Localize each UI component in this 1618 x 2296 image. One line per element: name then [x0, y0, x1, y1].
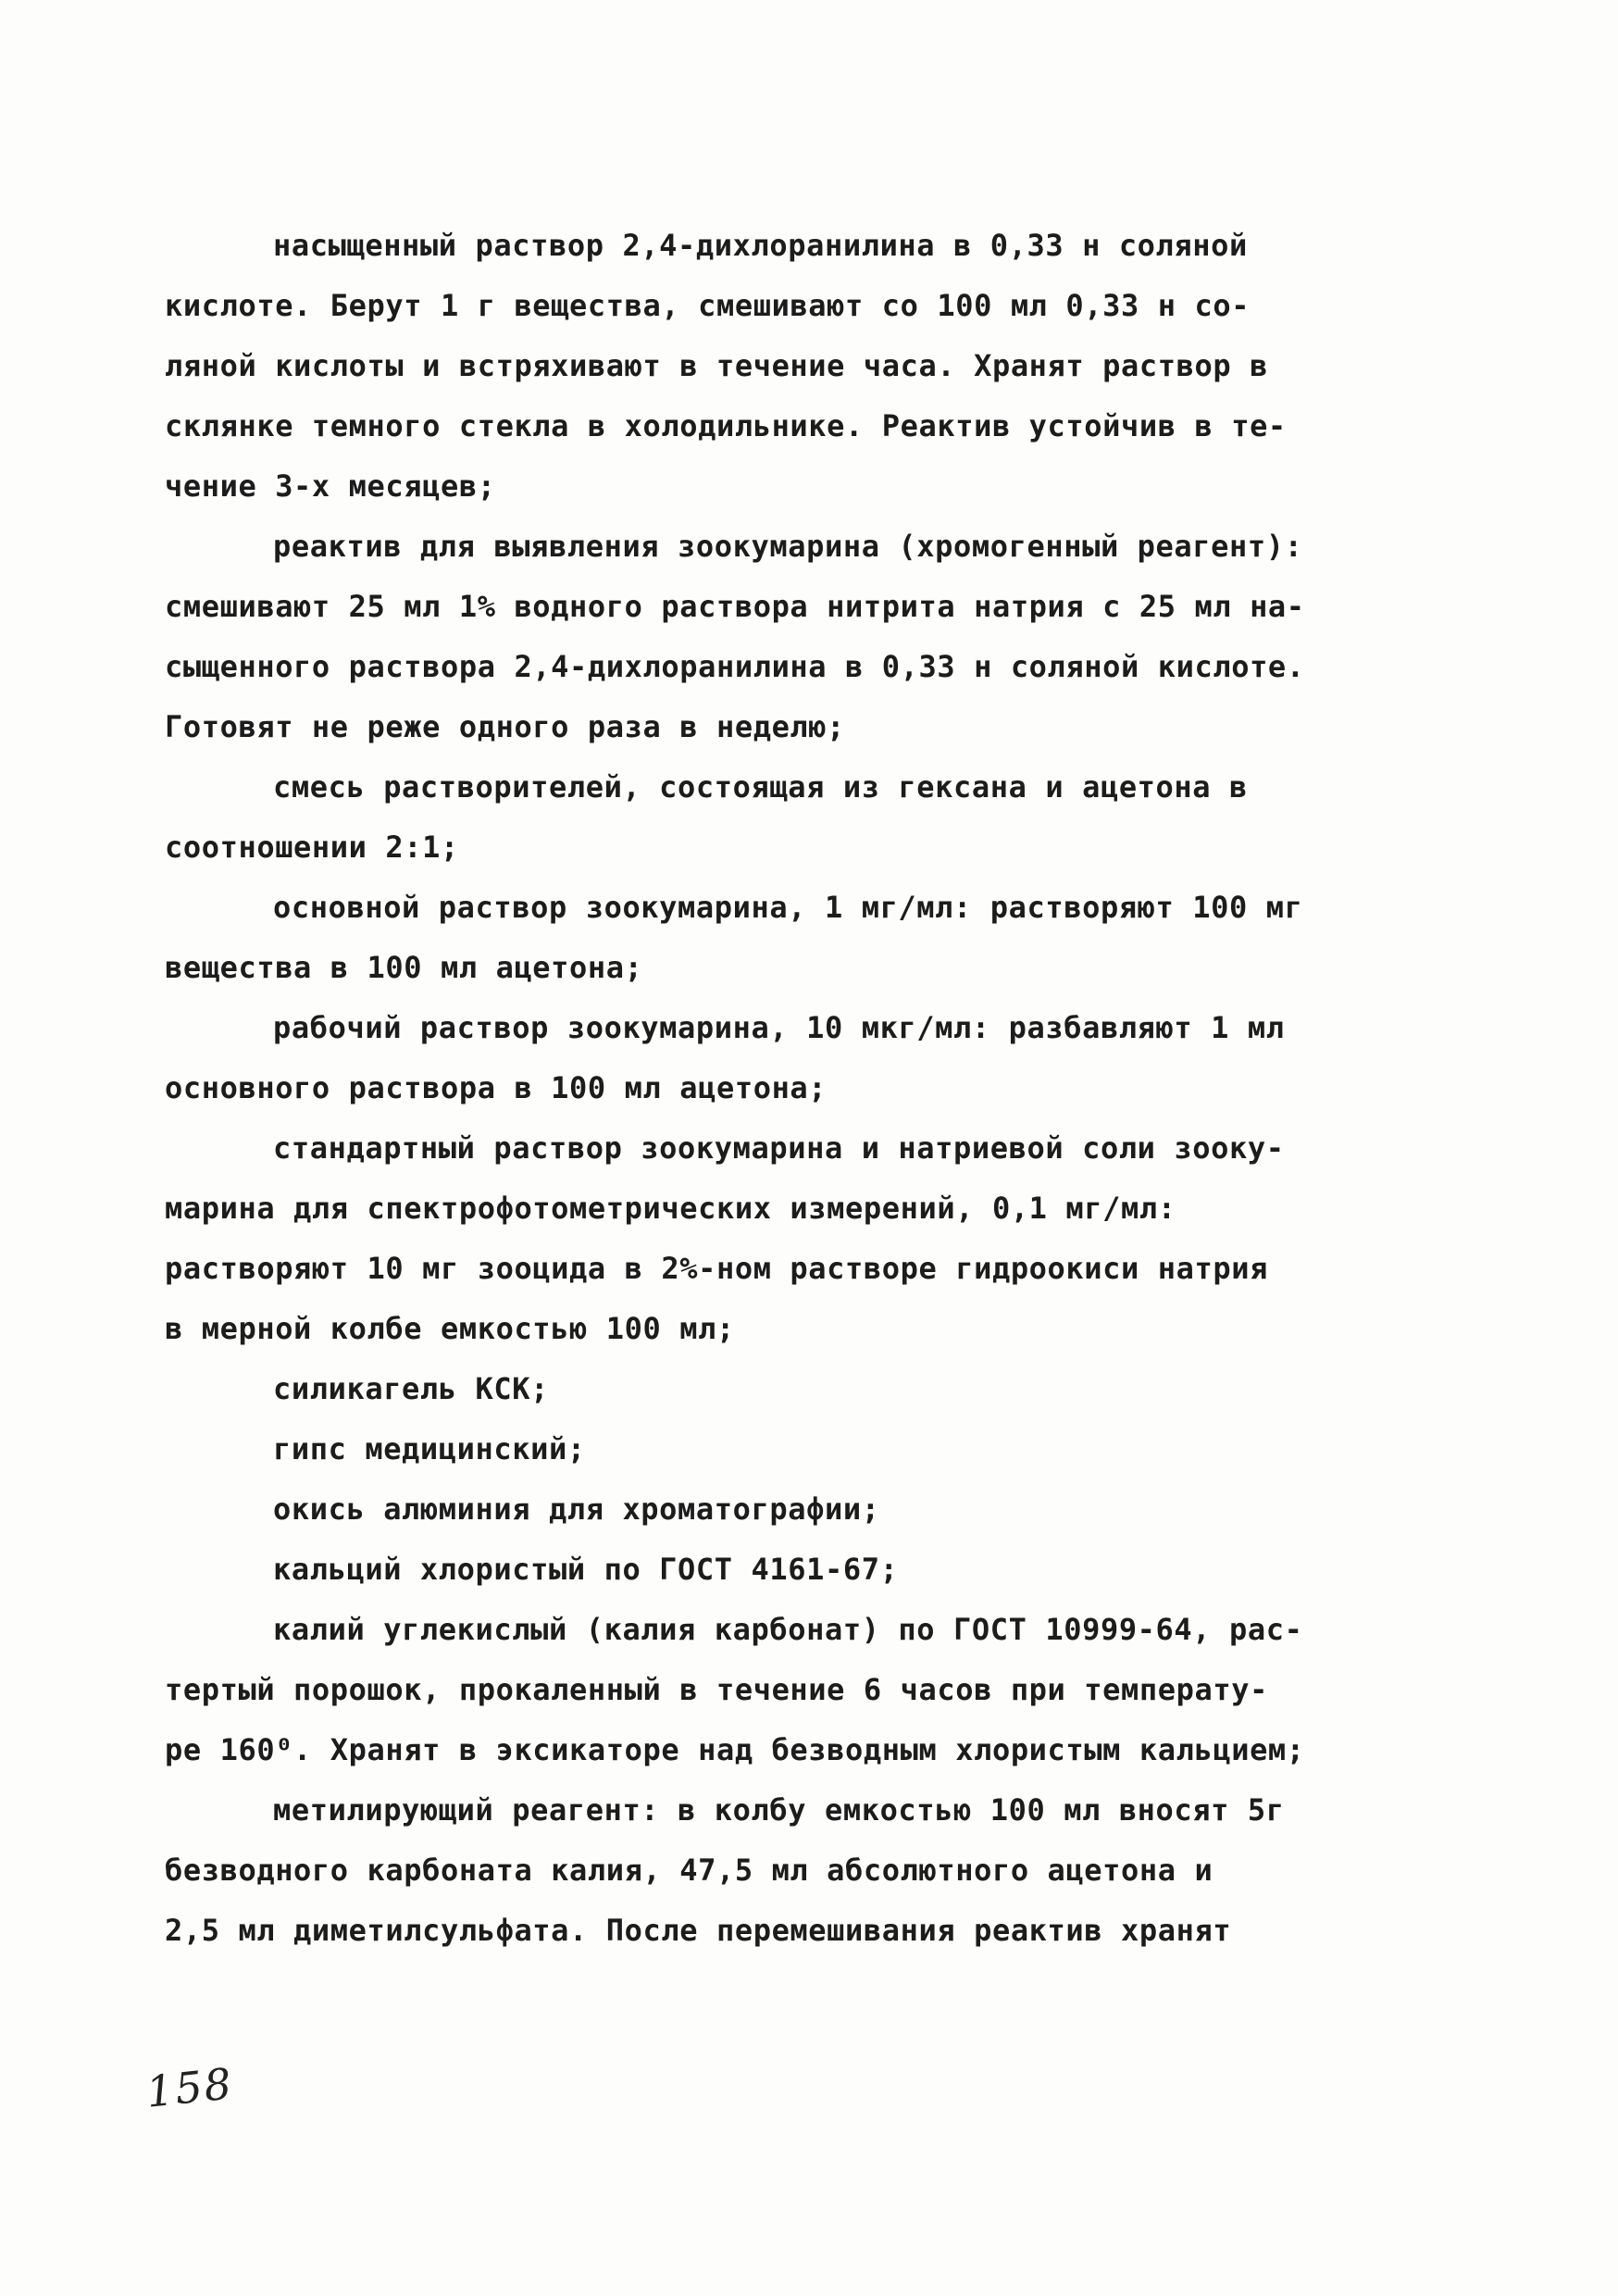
text-line: тертый порошок, прокаленный в течение 6 часов при температу- — [165, 1672, 1268, 1707]
text-line: основного раствора в 100 мл ацетона; — [165, 1070, 828, 1105]
text-line: стандартный раствор зоокумарина и натриевой соли зооку- — [273, 1130, 1285, 1166]
text-line: безводного карбоната калия, 47,5 мл абсолютного ацетона и — [165, 1853, 1214, 1888]
text-line: сыщенного раствора 2,4-дихлоранилина в 0,33 н соляной кислоте. — [165, 649, 1305, 684]
text-line: ре 160⁰. Хранят в эксикаторе над безводным хлористым кальцием; — [165, 1732, 1305, 1767]
text-line: силикагель КСК; — [273, 1371, 549, 1406]
text-line: склянке темного стекла в холодильнике. Реактив устойчив в те- — [165, 408, 1287, 443]
text-line: 2,5 мл диметилсульфата. После перемешивания реактив хранят — [165, 1913, 1232, 1948]
text-line: смесь растворителей, состоящая из гексана и ацетона в — [273, 769, 1248, 805]
text-line: основной раствор зоокумарина, 1 мг/мл: растворяют 100 мг — [273, 890, 1303, 925]
text-line: окись алюминия для хроматографии; — [273, 1491, 880, 1527]
text-line: рабочий раствор зоокумарина, 10 мкг/мл: разбавляют 1 мл — [273, 1010, 1285, 1045]
text-line: кислоте. Берут 1 г вещества, смешивают со 100 мл 0,33 н со- — [165, 288, 1251, 323]
text-line: в мерной колбе емкостью 100 мл; — [165, 1311, 735, 1346]
text-line: вещества в 100 мл ацетона; — [165, 950, 643, 985]
text-line: насыщенный раствор 2,4-дихлоранилина в 0,33 н соляной — [273, 228, 1248, 263]
text-line: соотношении 2:1; — [165, 830, 459, 865]
text-line: Готовят не реже одного раза в неделю; — [165, 709, 846, 744]
text-line: гипс медицинский; — [273, 1431, 586, 1466]
text-line: марина для спектрофотометрических измерений, 0,1 мг/мл: — [165, 1191, 1176, 1226]
text-line: смешивают 25 мл 1% водного раствора нитрита натрия с 25 мл на- — [165, 589, 1305, 624]
document-body-text — [165, 216, 1479, 1961]
text-line: кальций хлористый по ГОСТ 4161-67; — [273, 1552, 899, 1587]
text-line: метилирующий реагент: в колбу емкостью 100 мл вносят 5г — [273, 1792, 1285, 1828]
text-line: калий углекислый (калия карбонат) по ГОСТ 10999-64, рас- — [273, 1612, 1303, 1647]
text-line: чение 3-х месяцев; — [165, 468, 496, 504]
text-line: реактив для выявления зоокумарина (хромогенный реагент): — [273, 529, 1303, 564]
text-line: растворяют 10 мг зооцида в 2%-ном растворе гидроокиси натрия — [165, 1251, 1268, 1286]
handwritten-page-number: 158 — [143, 2058, 236, 2117]
text-line: ляной кислоты и встряхивают в течение часа. Хранят раствор в — [165, 348, 1268, 383]
